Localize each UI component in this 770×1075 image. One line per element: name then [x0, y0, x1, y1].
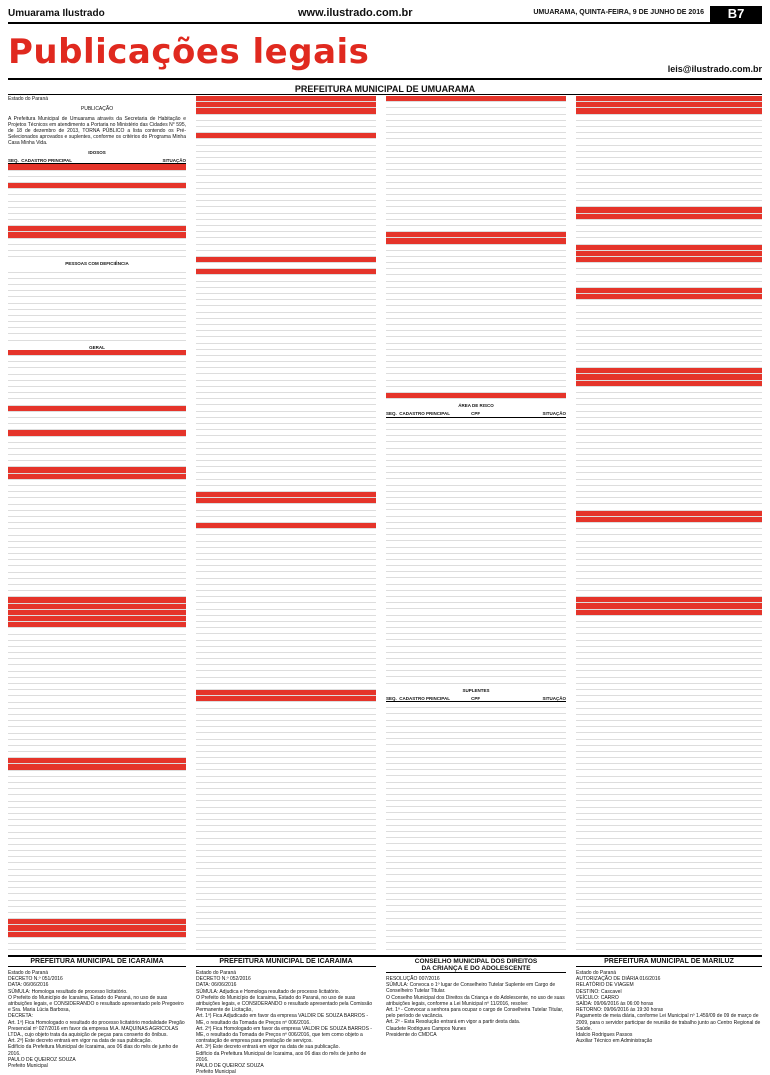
report-title: RELATÓRIO DE VIAGEM — [576, 982, 762, 988]
col-status: SITUAÇÃO — [163, 158, 187, 163]
trip-departure: SAÍDA: 09/06/2016 às 06:00 horas — [576, 1001, 762, 1007]
notice-title: PREFEITURA MUNICIPAL DE ICARAIMA — [196, 958, 376, 967]
trip-vehicle: VEÍCULO: CARRO — [576, 995, 762, 1001]
notice-conselho — [386, 958, 566, 1020]
table-row — [386, 677, 566, 683]
page-number: B7 — [710, 6, 762, 22]
subsection-pcd: PESSOAS COM DEFICIÊNCIA — [8, 261, 186, 266]
table-rows — [8, 350, 186, 956]
signature-role: Presidente do CMDCA — [386, 1032, 566, 1038]
decree-date: DATA: 06/06/2016 — [8, 982, 186, 988]
col-status: SITUAÇÃO — [543, 411, 567, 416]
table-rows — [196, 96, 376, 956]
col-seq: SEQ. — [386, 696, 397, 701]
resolution-article: Art. 2º - Esta Resolução entrará em vigor a partir desta data. — [386, 1019, 566, 1025]
subsection-suplentes: SUPLENTES — [386, 688, 566, 693]
issue-date: UMUARAMA, QUINTA-FEIRA, 9 DE JUNHO DE 2016 — [533, 9, 704, 16]
notice-title: PREFEITURA MUNICIPAL DE ICARAIMA — [8, 958, 186, 967]
notice-state: Estado do Paraná — [8, 970, 186, 976]
decree-body: O Prefeito do Município de Icaraima, Estado do Paraná, no uso de suas atribuições legais, e CONSIDERANDO o resultado apresentado pela Comissão Permanente de Licitação, — [196, 995, 376, 1014]
col-seq: SEQ. — [386, 411, 397, 416]
table-rows — [386, 702, 566, 956]
subsection-geral: GERAL — [8, 345, 186, 350]
section-title: Publicações legais — [8, 32, 369, 72]
col-cpf: CPF — [471, 696, 480, 701]
decree-body: O Prefeito do Município de Icaraima, Estado do Paraná, no uso de suas atribuições legais, e CONSIDERANDO o resultado apresentado pelo Pregoeiro e Sra. Maria Lúcia Barbosa, — [8, 995, 186, 1014]
decree-decreta: DECRETA: — [8, 1013, 186, 1019]
resolution-body: O Conselho Municipal dos Direitos da Criança e do Adolescente, no uso de suas atribuições legais, conforme a Lei Municipal nº 11/2016, resolve: — [386, 995, 566, 1007]
notice-title-line: DA CRIANÇA E DO ADOLESCENTE — [386, 965, 566, 972]
trip-destination: DESTINO: Cascavel — [576, 989, 762, 995]
page-header — [8, 6, 762, 24]
main-notice-rule — [8, 94, 762, 95]
notice-state: Estado do Paraná — [196, 970, 376, 976]
subsection-area-risco: ÁREA DE RISCO — [386, 403, 566, 408]
col-name: CADASTRO PRINCIPAL — [399, 696, 450, 701]
notice-mariluz — [576, 958, 762, 1020]
notice-column-1 — [8, 96, 186, 956]
decree-closing: Edifício da Prefeitura Municipal de Icaraima, aos 06 dias do mês de junho de 2016. — [8, 1044, 186, 1056]
subsection-idosos: IDOSOS — [8, 150, 186, 155]
publication-name: Umuarama Ilustrado — [8, 8, 105, 19]
table-rows — [8, 164, 186, 257]
decree-closing: Edifício da Prefeitura Municipal de Icaraima, aos 06 dias do mês de junho de 2016. — [196, 1051, 376, 1063]
notice-state: Estado do Paraná — [576, 970, 762, 976]
decree-number: DECRETO N.º 051/2016 — [8, 976, 186, 982]
col-seq: SEQ. — [8, 158, 19, 163]
decree-number: DECRETO N.º 052/2016 — [196, 976, 376, 982]
table-rows — [386, 418, 566, 684]
notice-intro: A Prefeitura Municipal de Umuarama através da Secretaria de Habitação e Projetos Técnicos em atendimento a Portaria no Ministério das Cidades N° 595, de 18 de dezembro de 2013, TORNA PÚBLICO a lista contendo os Pré-Selecionados aprovados e suplentes, conforme os critérios do Programa Minha Casa Minha Vida. — [8, 116, 186, 146]
trip-return: RETORNO: 09/06/2016 às 19:30 horas — [576, 1007, 762, 1013]
section-rule — [8, 78, 762, 80]
notice-column-3 — [386, 96, 566, 956]
decree-article: Art. 2º) Fica Homologado em favor da empresa VALDIR DE SOUZA BARROS - ME, o resultado da Tomada de Preços nº 006/2016, que tem como objeto a contratação de empresa para prestação de serviços. — [196, 1026, 376, 1045]
decree-article: Art. 2º) Este decreto entrará em vigor na data de sua publicação. — [8, 1038, 186, 1044]
bottom-rule — [8, 955, 762, 957]
notice-icaraima-52 — [196, 958, 376, 1020]
col-name: CADASTRO PRINCIPAL — [21, 158, 72, 163]
site-url[interactable]: www.ilustrado.com.br — [298, 7, 413, 19]
col-cpf: CPF — [471, 411, 480, 416]
authorization-number: AUTORIZAÇÃO DE DIÁRIA 016/2016 — [576, 976, 762, 982]
signature-role: Auxiliar Técnico em Administração — [576, 1038, 762, 1044]
table-row — [8, 251, 186, 257]
table-row — [386, 393, 566, 399]
notice-icaraima-51 — [8, 958, 186, 1020]
notice-column-2 — [196, 96, 376, 956]
signature-name: Idalcio Rodrigues Passos — [576, 1032, 762, 1038]
table-rows — [386, 96, 566, 399]
decree-article: Art. 3º) Este decreto entrará em vigor na data de sua publicação. — [196, 1044, 376, 1050]
col-status: SITUAÇÃO — [543, 696, 567, 701]
notice-title-line: CONSELHO MUNICIPAL DOS DIREITOS — [386, 958, 566, 965]
notice-column-4 — [576, 96, 762, 956]
resolution-summary: SÚMULA: Convoca o 1º lugar de Conselheiro Tutelar Suplente em Cargo de Conselheiro Tutelar Titular. — [386, 982, 566, 994]
table-rows — [576, 96, 762, 956]
notice-title — [386, 958, 566, 973]
decree-article: Art. 1º) Fica Adjudicado em favor da empresa VALDIR DE SOUZA BARROS - ME, o resultado da Tomada de Preços nº 006/2016. — [196, 1013, 376, 1025]
resolution-article: Art. 1º - Convocar a senhora para ocupar o cargo de Conselheira Tutelar Titular, pelo período de vacância. — [386, 1007, 566, 1019]
resolution-number: RESOLUÇÃO 007/2016 — [386, 976, 566, 982]
decree-article: Art. 1º) Fica Homologado o resultado do processo licitatório modalidade Pregão Presencial nº 027/2016 em favor da empresa M.A. MAQUINAS AGRICOLAS LTDA., cujo objeto trata da aquisição de peças para conserto do ônibus. — [8, 1020, 186, 1039]
col-name: CADASTRO PRINCIPAL — [399, 411, 450, 416]
signature-role: Prefeito Municipal — [196, 1069, 376, 1075]
notice-state: Estado do Paraná — [8, 96, 186, 102]
decree-date: DATA: 06/06/2016 — [196, 982, 376, 988]
decree-summary: SÚMULA: Adjudica e Homologa resultado de processo licitatório. — [196, 989, 376, 995]
notice-heading: PUBLICAÇÃO — [8, 106, 186, 112]
signature-role: Prefeito Municipal — [8, 1063, 186, 1069]
signature-name: PAULO DE QUEIROZ SOUZA — [196, 1063, 376, 1069]
signature-name: PAULO DE QUEIROZ SOUZA — [8, 1057, 186, 1063]
trip-body: Pagamento de meia diária, conforme Lei Municipal nº 1.459/09 de 09 de março de 2009, para o servidor participar de reunião de trabalho junto ao Centro Regional de Saúde. — [576, 1013, 762, 1032]
section-email[interactable]: leis@ilustrado.com.br — [668, 64, 762, 74]
notice-title: PREFEITURA MUNICIPAL DE MARILUZ — [576, 958, 762, 967]
signature-name: Claudete Rodrigues Campos Nunes — [386, 1026, 566, 1032]
table-rows — [8, 266, 186, 340]
decree-summary: SÚMULA: Homologa resultado de processo licitatório. — [8, 989, 186, 995]
main-notice-title: PREFEITURA MUNICIPAL DE UMUARAMA — [8, 84, 762, 94]
table-row — [8, 334, 186, 340]
